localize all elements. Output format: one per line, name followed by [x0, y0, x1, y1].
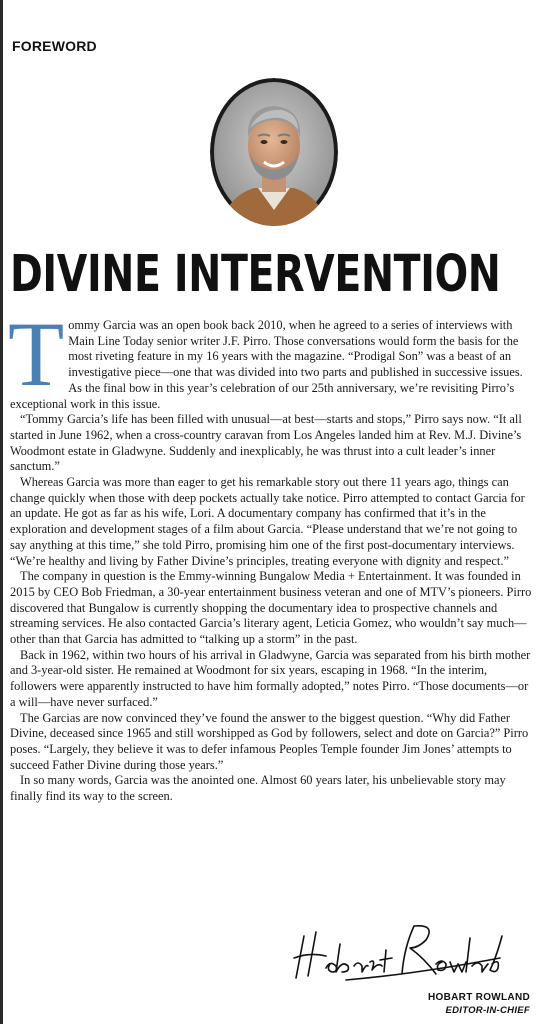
paragraph-6: The Garcias are now convinced they’ve found the answer to the biggest question. “Why did Father Divine, deceased since 1965 and still worshipped as God by followers, select and dote on Garcia?” Pirro poses. “Largely, they believe it was to defer infamous Peoples Temple founder Jim Jones’ attempts to succeed Father Divine during those years.” [10, 710, 529, 772]
paragraph-1 [8, 303, 536, 412]
dropcap-letter: T [8, 303, 65, 405]
paragraph-1-text: ommy Garcia was an open book back 2010, when he agreed to a series of interviews with Main Line Today senior writer J.F. Pirro. Those conversations would form the basis for the most riveting feature in my 16 years with the magazine. “Prodigal Son” was a beast of an investigative piece—one that was divided into two parts and published in successive issues. As the final bow in this year’s celebration of our 25th anniversary, we’re revisiting Pirro’s exceptional work in this issue. [10, 318, 523, 411]
paragraph-4: The company in question is the Emmy-winning Bungalow Media + Entertainment. It was founded in 2015 by CEO Bob Friedman, a 30-year entertainment business veteran and one of MTV’s pioneers. Pirro discovered that Bungalow is currently shopping the documentary idea to prospective channels and streaming services. He also contacted Garcia’s literary agent, Leticia Gomez, who wouldn’t say much—other than that Garcia has admitted to “talking up a storm” in the past. [10, 569, 532, 647]
editor-title: EDITOR-IN-CHIEF [445, 1005, 530, 1016]
paragraph-3: Whereas Garcia was more than eager to get his remarkable story out there 11 years ago, things can change quickly when those with deep pockets actually take notice. Pirro attempted to contact Garcia for an update. He got as far as his wife, Lori. A documentary company has confirmed that it’s in the exploration and development stages of a film about Garcia. “Please understand that we’re not going to say anything at this time,” she told Pirro, promising him one of the first post-documentary interviews. “We’re healthy and living by Father Divine’s principles, treating everyone with dignity and respect.” [10, 475, 525, 568]
article-body [8, 303, 536, 805]
portrait-photo-icon [210, 78, 338, 226]
paragraph-2: “Tommy Garcia’s life has been filled with unusual—at best—starts and stops,” Pirro says now. “It all started in June 1962, when a cross-country caravan from Los Angeles landed him at Rev. M.J. Divine’s Woodmont estate in Gladwyne. Suddenly and inexplicably, he was thrust into a cult leader’s inner sanctum.” [10, 412, 522, 474]
paragraph-5: Back in 1962, within two hours of his arrival in Gladwyne, Garcia was separated from his birth mother and 3-year-old sister. He remained at Woodmont for six years, escaping in 1968. “In the interim, followers were apparently instructed to have him formally adopted,” notes Pirro. “Those documents—or a will—have never surfaced.” [10, 647, 531, 709]
article-headline: DIVINE INTERVENTION [10, 245, 501, 304]
page-left-rule [0, 0, 3, 1024]
signature-image [286, 918, 506, 988]
editor-portrait [210, 78, 338, 226]
paragraph-7: In so many words, Garcia was the anointed one. Almost 60 years later, his unbelievable story may finally find its way to the screen. [10, 773, 506, 804]
signature-icon [286, 918, 506, 988]
section-label: FOREWORD [12, 38, 97, 54]
editor-name: HOBART ROWLAND [428, 992, 530, 1003]
